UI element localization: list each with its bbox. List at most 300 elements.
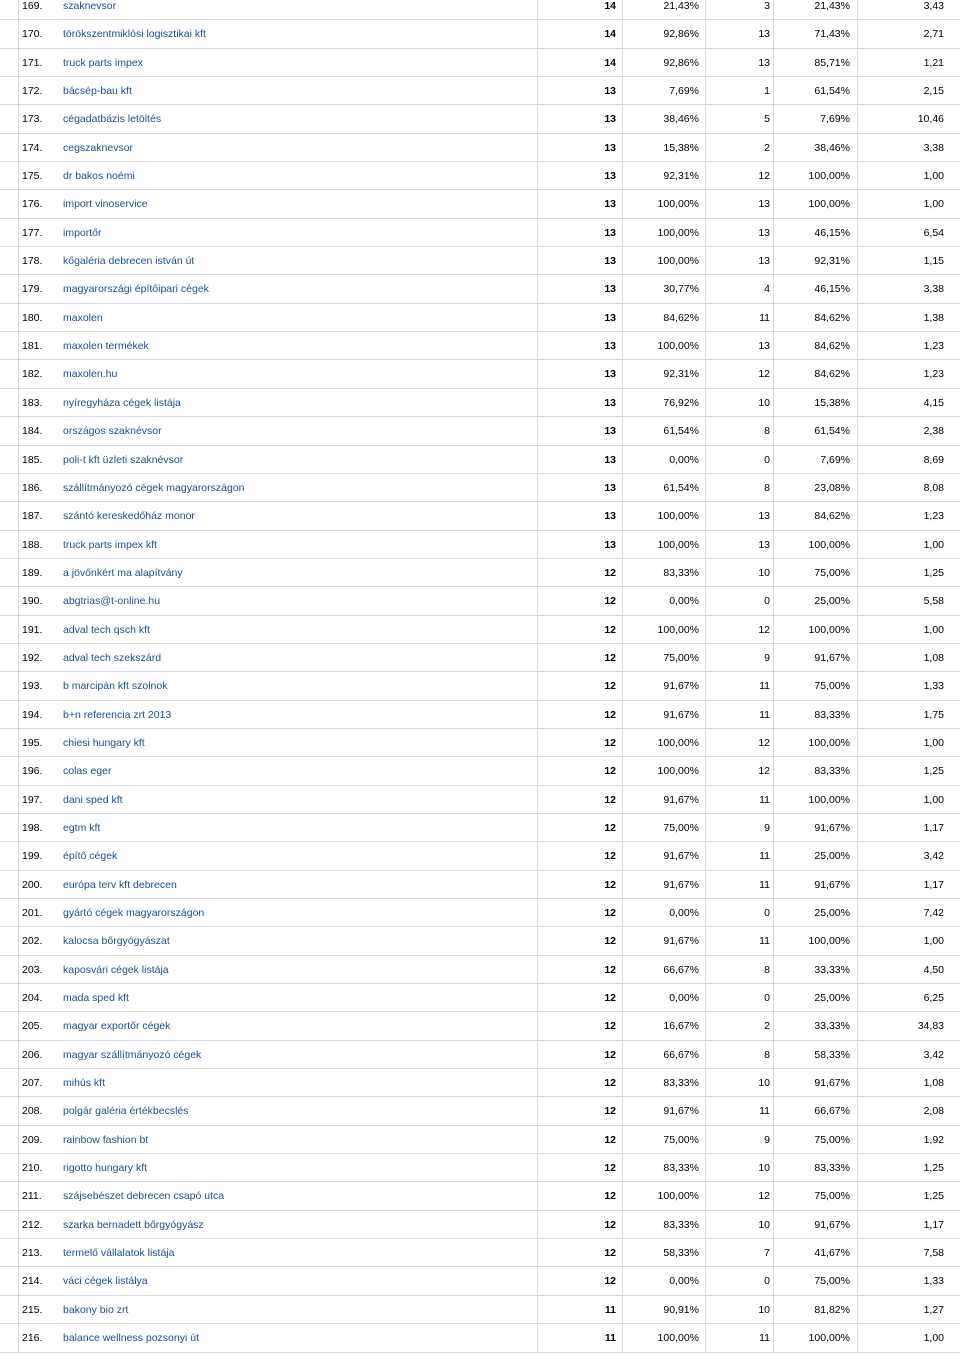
new-visits-percent: 91,67% bbox=[663, 850, 699, 863]
row-number: 191. bbox=[22, 623, 43, 636]
visits-value: 12 bbox=[604, 1020, 616, 1033]
table-row bbox=[0, 1154, 960, 1182]
visits-value: 12 bbox=[604, 850, 616, 863]
new-visits-percent: 58,33% bbox=[663, 1247, 699, 1260]
table-row bbox=[0, 105, 960, 133]
keyword-link[interactable]: kaposvári cégek listája bbox=[63, 963, 169, 976]
keyword-link[interactable]: maxolen termékek bbox=[63, 340, 149, 353]
row-number: 196. bbox=[22, 765, 43, 778]
table-row bbox=[0, 984, 960, 1012]
row-number: 192. bbox=[22, 651, 43, 664]
row-number: 182. bbox=[22, 368, 43, 381]
new-visits-percent: 83,33% bbox=[663, 566, 699, 579]
pages-per-visit: 1,00 bbox=[923, 736, 944, 749]
new-visits-percent: 91,67% bbox=[663, 1105, 699, 1118]
pages-per-visit: 1,00 bbox=[923, 538, 944, 551]
keyword-link[interactable]: bakony bio zrt bbox=[63, 1303, 129, 1316]
table-row bbox=[0, 219, 960, 247]
row-number: 177. bbox=[22, 226, 43, 239]
pages-per-visit: 3,42 bbox=[923, 1048, 944, 1061]
new-visits-count: 0 bbox=[764, 595, 770, 608]
pages-per-visit: 1,00 bbox=[923, 170, 944, 183]
table-row bbox=[0, 842, 960, 870]
keyword-link[interactable]: b+n referencia zrt 2013 bbox=[63, 708, 172, 721]
keyword-link[interactable]: szájsebészet debrecen csapó utca bbox=[63, 1190, 225, 1203]
bounce-rate: 85,71% bbox=[814, 56, 850, 69]
new-visits-percent: 30,77% bbox=[663, 283, 699, 296]
pages-per-visit: 7,42 bbox=[923, 907, 944, 919]
row-number: 204. bbox=[22, 992, 43, 1005]
visits-value: 13 bbox=[604, 481, 616, 494]
pages-per-visit: 3,38 bbox=[923, 141, 944, 154]
keyword-link[interactable]: európa terv kft debrecen bbox=[63, 878, 177, 891]
keyword-link[interactable]: polgár galéria értékbecslés bbox=[63, 1105, 189, 1118]
bounce-rate: 25,00% bbox=[814, 992, 850, 1005]
table-row bbox=[0, 559, 960, 587]
new-visits-count: 1 bbox=[764, 85, 770, 98]
pages-per-visit: 1,23 bbox=[923, 368, 944, 381]
visits-value: 12 bbox=[604, 623, 616, 636]
table-row bbox=[0, 417, 960, 445]
pages-per-visit: 8,69 bbox=[923, 453, 944, 466]
new-visits-percent: 61,54% bbox=[663, 425, 699, 438]
keyword-link[interactable]: b marcipán kft szolnok bbox=[63, 680, 168, 693]
visits-value: 12 bbox=[604, 1105, 616, 1118]
keyword-link[interactable]: truck parts impex kft bbox=[63, 538, 157, 551]
table-row bbox=[0, 77, 960, 105]
row-number: 208. bbox=[22, 1105, 43, 1118]
row-number: 202. bbox=[22, 935, 43, 948]
table-row bbox=[0, 134, 960, 162]
bounce-rate: 66,67% bbox=[814, 1105, 850, 1118]
keyword-link[interactable]: kőgaléria debrecen istván út bbox=[63, 255, 195, 268]
bounce-rate: 81,82% bbox=[814, 1303, 850, 1316]
new-visits-percent: 90,91% bbox=[663, 1303, 699, 1316]
pages-per-visit: 3,38 bbox=[923, 283, 944, 296]
row-number: 189. bbox=[22, 566, 43, 579]
new-visits-count: 12 bbox=[758, 170, 770, 183]
visits-value: 13 bbox=[604, 368, 616, 381]
visits-value: 14 bbox=[604, 0, 616, 12]
visits-value: 12 bbox=[604, 651, 616, 664]
pages-per-visit: 5,58 bbox=[923, 595, 944, 608]
new-visits-count: 8 bbox=[764, 1048, 770, 1061]
row-number: 171. bbox=[22, 56, 43, 69]
visits-value: 14 bbox=[604, 56, 616, 69]
table-row bbox=[0, 956, 960, 984]
new-visits-percent: 100,00% bbox=[657, 538, 699, 551]
new-visits-count: 4 bbox=[764, 283, 770, 296]
visits-value: 13 bbox=[604, 85, 616, 98]
visits-value: 13 bbox=[604, 226, 616, 239]
pages-per-visit: 1,00 bbox=[923, 198, 944, 211]
new-visits-count: 9 bbox=[764, 821, 770, 834]
pages-per-visit: 1,15 bbox=[923, 255, 944, 268]
row-number: 200. bbox=[22, 878, 43, 891]
bounce-rate: 58,33% bbox=[814, 1048, 850, 1061]
new-visits-percent: 75,00% bbox=[663, 651, 699, 664]
visits-value: 13 bbox=[604, 283, 616, 296]
keyword-link[interactable]: truck parts impex bbox=[63, 56, 143, 69]
keyword-link[interactable]: szántó kereskedőház monor bbox=[63, 510, 195, 523]
bounce-rate: 100,00% bbox=[808, 170, 850, 183]
new-visits-percent: 100,00% bbox=[657, 736, 699, 749]
pages-per-visit: 1,33 bbox=[923, 680, 944, 693]
new-visits-percent: 100,00% bbox=[657, 1190, 699, 1203]
keyword-link[interactable]: maxolen.hu bbox=[63, 368, 118, 381]
keyword-link[interactable]: mada sped kft bbox=[63, 992, 129, 1005]
bounce-rate: 100,00% bbox=[808, 198, 850, 211]
new-visits-count: 11 bbox=[759, 708, 770, 721]
pages-per-visit: 1,08 bbox=[923, 1077, 944, 1090]
row-number: 184. bbox=[22, 425, 43, 438]
pages-per-visit: 6,54 bbox=[923, 226, 944, 239]
table-row bbox=[0, 49, 960, 77]
row-number: 197. bbox=[22, 793, 43, 806]
new-visits-count: 5 bbox=[764, 113, 770, 126]
visits-value: 12 bbox=[604, 821, 616, 834]
new-visits-percent: 92,86% bbox=[663, 56, 699, 69]
keyword-link[interactable]: colas eger bbox=[63, 765, 112, 778]
row-number: 187. bbox=[22, 510, 43, 523]
keyword-link[interactable]: cégadatbázis letöltés bbox=[63, 113, 162, 126]
visits-value: 14 bbox=[604, 28, 616, 41]
pages-per-visit: 2,71 bbox=[923, 28, 944, 41]
pages-per-visit: 1,25 bbox=[923, 1190, 944, 1203]
table-row bbox=[0, 1296, 960, 1324]
row-number: 201. bbox=[22, 907, 43, 919]
keyword-link[interactable]: dr bakos noémi bbox=[63, 170, 135, 183]
new-visits-count: 13 bbox=[758, 255, 770, 268]
bounce-rate: 91,67% bbox=[814, 878, 850, 891]
keyword-link[interactable]: magyar szállítmányozó cégek bbox=[63, 1048, 202, 1061]
table-row bbox=[0, 531, 960, 559]
new-visits-percent: 16,67% bbox=[663, 1020, 699, 1033]
pages-per-visit: 3,42 bbox=[923, 850, 944, 863]
keyword-link[interactable]: gyártó cégek magyarországon bbox=[63, 907, 205, 919]
table-row bbox=[0, 275, 960, 303]
keyword-link[interactable]: váci cégek listálya bbox=[63, 1275, 148, 1288]
row-number: 176. bbox=[22, 198, 43, 211]
new-visits-count: 10 bbox=[758, 1162, 770, 1175]
keyword-link[interactable]: magyar exportőr cégek bbox=[63, 1020, 171, 1033]
pages-per-visit: 2,38 bbox=[923, 425, 944, 438]
keyword-link[interactable]: nyíregyháza cégek listája bbox=[63, 396, 181, 409]
table-row bbox=[0, 871, 960, 899]
keyword-link[interactable]: rainbow fashion bt bbox=[63, 1133, 149, 1146]
new-visits-percent: 15,38% bbox=[663, 141, 699, 154]
keyword-link[interactable]: bácsép-bau kft bbox=[63, 85, 132, 98]
keyword-link[interactable]: szaknevsor bbox=[63, 0, 117, 12]
keyword-link[interactable]: poli-t kft üzleti szaknévsor bbox=[63, 453, 184, 466]
pages-per-visit: 3,43 bbox=[923, 0, 944, 12]
bounce-rate: 7,69% bbox=[820, 113, 850, 126]
table-row bbox=[0, 1097, 960, 1125]
new-visits-percent: 83,33% bbox=[663, 1218, 699, 1231]
bounce-rate: 83,33% bbox=[814, 708, 850, 721]
table-row bbox=[0, 1069, 960, 1097]
new-visits-percent: 91,67% bbox=[663, 878, 699, 891]
new-visits-percent: 83,33% bbox=[663, 1162, 699, 1175]
table-row bbox=[0, 927, 960, 955]
keyword-link[interactable]: maxolen bbox=[63, 311, 103, 324]
keyword-link[interactable]: import vinoservice bbox=[63, 198, 148, 211]
table-row bbox=[0, 672, 960, 700]
new-visits-percent: 100,00% bbox=[657, 226, 699, 239]
keyword-link[interactable]: chiesi hungary kft bbox=[63, 736, 145, 749]
visits-value: 13 bbox=[604, 141, 616, 154]
bounce-rate: 75,00% bbox=[814, 680, 850, 693]
new-visits-count: 12 bbox=[758, 1190, 770, 1203]
new-visits-percent: 92,31% bbox=[663, 368, 699, 381]
keyword-link[interactable]: szállítmányozó cégek magyarországon bbox=[63, 481, 245, 494]
pages-per-visit: 1,21 bbox=[923, 56, 944, 69]
keyword-link[interactable]: kalocsa bőrgyógyászat bbox=[63, 935, 170, 948]
bounce-rate: 61,54% bbox=[814, 425, 850, 438]
new-visits-count: 9 bbox=[764, 651, 770, 664]
visits-value: 13 bbox=[604, 510, 616, 523]
bounce-rate: 91,67% bbox=[814, 1077, 850, 1090]
new-visits-count: 13 bbox=[758, 510, 770, 523]
pages-per-visit: 1,75 bbox=[923, 708, 944, 721]
pages-per-visit: 1,00 bbox=[923, 1332, 944, 1345]
bounce-rate: 91,67% bbox=[814, 821, 850, 834]
new-visits-count: 12 bbox=[758, 368, 770, 381]
new-visits-percent: 38,46% bbox=[663, 113, 699, 126]
table-row bbox=[0, 1324, 960, 1352]
row-number: 174. bbox=[22, 141, 43, 154]
pages-per-visit: 2,15 bbox=[923, 85, 944, 98]
keyword-link[interactable]: adval tech qsch kft bbox=[63, 623, 150, 636]
new-visits-count: 13 bbox=[758, 226, 770, 239]
table-row bbox=[0, 1239, 960, 1267]
new-visits-count: 13 bbox=[758, 198, 770, 211]
keyword-link[interactable]: cegszaknevsor bbox=[63, 141, 134, 154]
new-visits-percent: 0,00% bbox=[669, 907, 699, 919]
new-visits-percent: 84,62% bbox=[663, 311, 699, 324]
new-visits-count: 11 bbox=[759, 311, 770, 324]
row-number: 205. bbox=[22, 1020, 43, 1033]
new-visits-percent: 0,00% bbox=[669, 595, 699, 608]
table-row bbox=[0, 701, 960, 729]
pages-per-visit: 1,27 bbox=[923, 1303, 944, 1316]
table-row bbox=[0, 616, 960, 644]
bounce-rate: 7,69% bbox=[820, 453, 850, 466]
row-number: 207. bbox=[22, 1077, 43, 1090]
row-number: 169. bbox=[22, 0, 43, 12]
new-visits-count: 2 bbox=[764, 141, 770, 154]
pages-per-visit: 1,08 bbox=[923, 651, 944, 664]
visits-value: 12 bbox=[604, 907, 616, 919]
bounce-rate: 91,67% bbox=[814, 651, 850, 664]
keyword-link[interactable]: egtm kft bbox=[63, 821, 101, 834]
bounce-rate: 46,15% bbox=[814, 226, 850, 239]
new-visits-count: 11 bbox=[759, 935, 770, 948]
bounce-rate: 25,00% bbox=[814, 907, 850, 919]
new-visits-percent: 100,00% bbox=[657, 198, 699, 211]
keyword-link[interactable]: importőr bbox=[63, 226, 102, 239]
keyword-link[interactable]: termelő vállalatok listája bbox=[63, 1247, 175, 1260]
row-number: 215. bbox=[22, 1303, 43, 1316]
visits-value: 13 bbox=[604, 255, 616, 268]
table-row bbox=[0, 587, 960, 615]
visits-value: 13 bbox=[604, 113, 616, 126]
bounce-rate: 84,62% bbox=[814, 368, 850, 381]
keyword-link[interactable]: országos szaknévsor bbox=[63, 425, 162, 438]
keyword-link[interactable]: építő cégek bbox=[63, 850, 118, 863]
pages-per-visit: 1,00 bbox=[923, 935, 944, 948]
new-visits-count: 0 bbox=[764, 907, 770, 919]
table-row bbox=[0, 190, 960, 218]
new-visits-percent: 66,67% bbox=[663, 1048, 699, 1061]
keyword-link[interactable]: szarka bernadett bőrgyógyász bbox=[63, 1218, 204, 1231]
pages-per-visit: 34,83 bbox=[917, 1020, 944, 1033]
bounce-rate: 38,46% bbox=[814, 141, 850, 154]
visits-value: 13 bbox=[604, 396, 616, 409]
visits-value: 12 bbox=[604, 963, 616, 976]
bounce-rate: 100,00% bbox=[808, 736, 850, 749]
pages-per-visit: 4,50 bbox=[923, 963, 944, 976]
new-visits-count: 2 bbox=[764, 1020, 770, 1033]
bounce-rate: 84,62% bbox=[814, 311, 850, 324]
table-row bbox=[0, 162, 960, 190]
keyword-link[interactable]: adval tech szekszárd bbox=[63, 651, 162, 664]
pages-per-visit: 1,92 bbox=[923, 1133, 944, 1146]
bounce-rate: 15,38% bbox=[814, 396, 850, 409]
new-visits-count: 8 bbox=[764, 963, 770, 976]
new-visits-percent: 91,67% bbox=[663, 935, 699, 948]
table-row bbox=[0, 1182, 960, 1210]
row-number: 195. bbox=[22, 736, 43, 749]
visits-value: 12 bbox=[604, 680, 616, 693]
visits-value: 12 bbox=[604, 793, 616, 806]
new-visits-count: 7 bbox=[764, 1247, 770, 1260]
bounce-rate: 84,62% bbox=[814, 510, 850, 523]
pages-per-visit: 10,46 bbox=[917, 113, 944, 126]
new-visits-percent: 7,69% bbox=[669, 85, 699, 98]
new-visits-percent: 100,00% bbox=[657, 623, 699, 636]
pages-per-visit: 1,25 bbox=[923, 765, 944, 778]
pages-per-visit: 1,25 bbox=[923, 1162, 944, 1175]
new-visits-percent: 92,31% bbox=[663, 170, 699, 183]
bounce-rate: 83,33% bbox=[814, 1162, 850, 1175]
bounce-rate: 75,00% bbox=[814, 566, 850, 579]
new-visits-percent: 100,00% bbox=[657, 340, 699, 353]
pages-per-visit: 1,33 bbox=[923, 1275, 944, 1288]
visits-value: 12 bbox=[604, 708, 616, 721]
keyword-link[interactable]: rigotto hungary kft bbox=[63, 1162, 148, 1175]
row-number: 183. bbox=[22, 396, 43, 409]
bounce-rate: 100,00% bbox=[808, 935, 850, 948]
new-visits-percent: 100,00% bbox=[657, 510, 699, 523]
bounce-rate: 25,00% bbox=[814, 595, 850, 608]
row-number: 199. bbox=[22, 850, 43, 863]
bounce-rate: 23,08% bbox=[814, 481, 850, 494]
visits-value: 12 bbox=[604, 1218, 616, 1231]
keyword-link[interactable]: törökszentmiklósi logisztikai kft bbox=[63, 28, 206, 41]
new-visits-percent: 83,33% bbox=[663, 1077, 699, 1090]
new-visits-percent: 100,00% bbox=[657, 1332, 699, 1345]
new-visits-count: 10 bbox=[758, 1077, 770, 1090]
bounce-rate: 100,00% bbox=[808, 793, 850, 806]
pages-per-visit: 1,38 bbox=[923, 311, 944, 324]
new-visits-percent: 91,67% bbox=[663, 680, 699, 693]
table-row bbox=[0, 20, 960, 48]
keyword-link[interactable]: mihús kft bbox=[63, 1077, 106, 1090]
bounce-rate: 75,00% bbox=[814, 1275, 850, 1288]
visits-value: 12 bbox=[604, 1048, 616, 1061]
new-visits-count: 11 bbox=[759, 878, 770, 891]
table-row bbox=[0, 644, 960, 672]
visits-value: 13 bbox=[604, 170, 616, 183]
row-number: 186. bbox=[22, 481, 43, 494]
row-number: 212. bbox=[22, 1218, 43, 1231]
new-visits-count: 10 bbox=[758, 396, 770, 409]
row-number: 172. bbox=[22, 85, 43, 98]
new-visits-count: 10 bbox=[758, 566, 770, 579]
pages-per-visit: 2,08 bbox=[923, 1105, 944, 1118]
new-visits-count: 11 bbox=[759, 793, 770, 806]
keyword-link[interactable]: magyarországi építőipari cégek bbox=[63, 283, 209, 296]
visits-value: 12 bbox=[604, 595, 616, 608]
row-number: 203. bbox=[22, 963, 43, 976]
bounce-rate: 83,33% bbox=[814, 765, 850, 778]
row-number: 194. bbox=[22, 708, 43, 721]
new-visits-percent: 100,00% bbox=[657, 765, 699, 778]
row-number: 216. bbox=[22, 1332, 43, 1345]
keyword-link[interactable]: abgtrias@t-online.hu bbox=[63, 595, 161, 608]
keyword-link[interactable]: balance wellness pozsonyi út bbox=[63, 1332, 199, 1345]
bounce-rate: 71,43% bbox=[814, 28, 850, 41]
row-number: 193. bbox=[22, 680, 43, 693]
table-row bbox=[0, 360, 960, 388]
new-visits-percent: 0,00% bbox=[669, 992, 699, 1005]
keyword-link[interactable]: a jövőnkért ma alapítvány bbox=[63, 566, 183, 579]
table-row bbox=[0, 814, 960, 842]
new-visits-percent: 76,92% bbox=[663, 396, 699, 409]
row-number: 188. bbox=[22, 538, 43, 551]
keyword-link[interactable]: dani sped kft bbox=[63, 793, 123, 806]
table-row bbox=[0, 757, 960, 785]
pages-per-visit: 1,17 bbox=[923, 878, 944, 891]
row-number: 198. bbox=[22, 821, 43, 834]
table-row bbox=[0, 1041, 960, 1069]
pages-per-visit: 8,08 bbox=[923, 481, 944, 494]
row-number: 181. bbox=[22, 340, 43, 353]
row-number: 210. bbox=[22, 1162, 43, 1175]
new-visits-percent: 0,00% bbox=[669, 1275, 699, 1288]
row-number: 190. bbox=[22, 595, 43, 608]
row-number: 180. bbox=[22, 311, 43, 324]
new-visits-percent: 0,00% bbox=[669, 453, 699, 466]
table-row bbox=[0, 729, 960, 757]
new-visits-count: 13 bbox=[758, 538, 770, 551]
visits-value: 12 bbox=[604, 1077, 616, 1090]
bounce-rate: 33,33% bbox=[814, 963, 850, 976]
new-visits-count: 9 bbox=[764, 1133, 770, 1146]
table-row bbox=[0, 502, 960, 530]
new-visits-count: 0 bbox=[764, 1275, 770, 1288]
new-visits-count: 11 bbox=[759, 680, 770, 693]
new-visits-count: 8 bbox=[764, 481, 770, 494]
bounce-rate: 100,00% bbox=[808, 538, 850, 551]
pages-per-visit: 7,58 bbox=[923, 1247, 944, 1260]
row-number: 211. bbox=[22, 1190, 42, 1203]
new-visits-percent: 66,67% bbox=[663, 963, 699, 976]
visits-value: 13 bbox=[604, 340, 616, 353]
bounce-rate: 92,31% bbox=[814, 255, 850, 268]
row-number: 185. bbox=[22, 453, 43, 466]
